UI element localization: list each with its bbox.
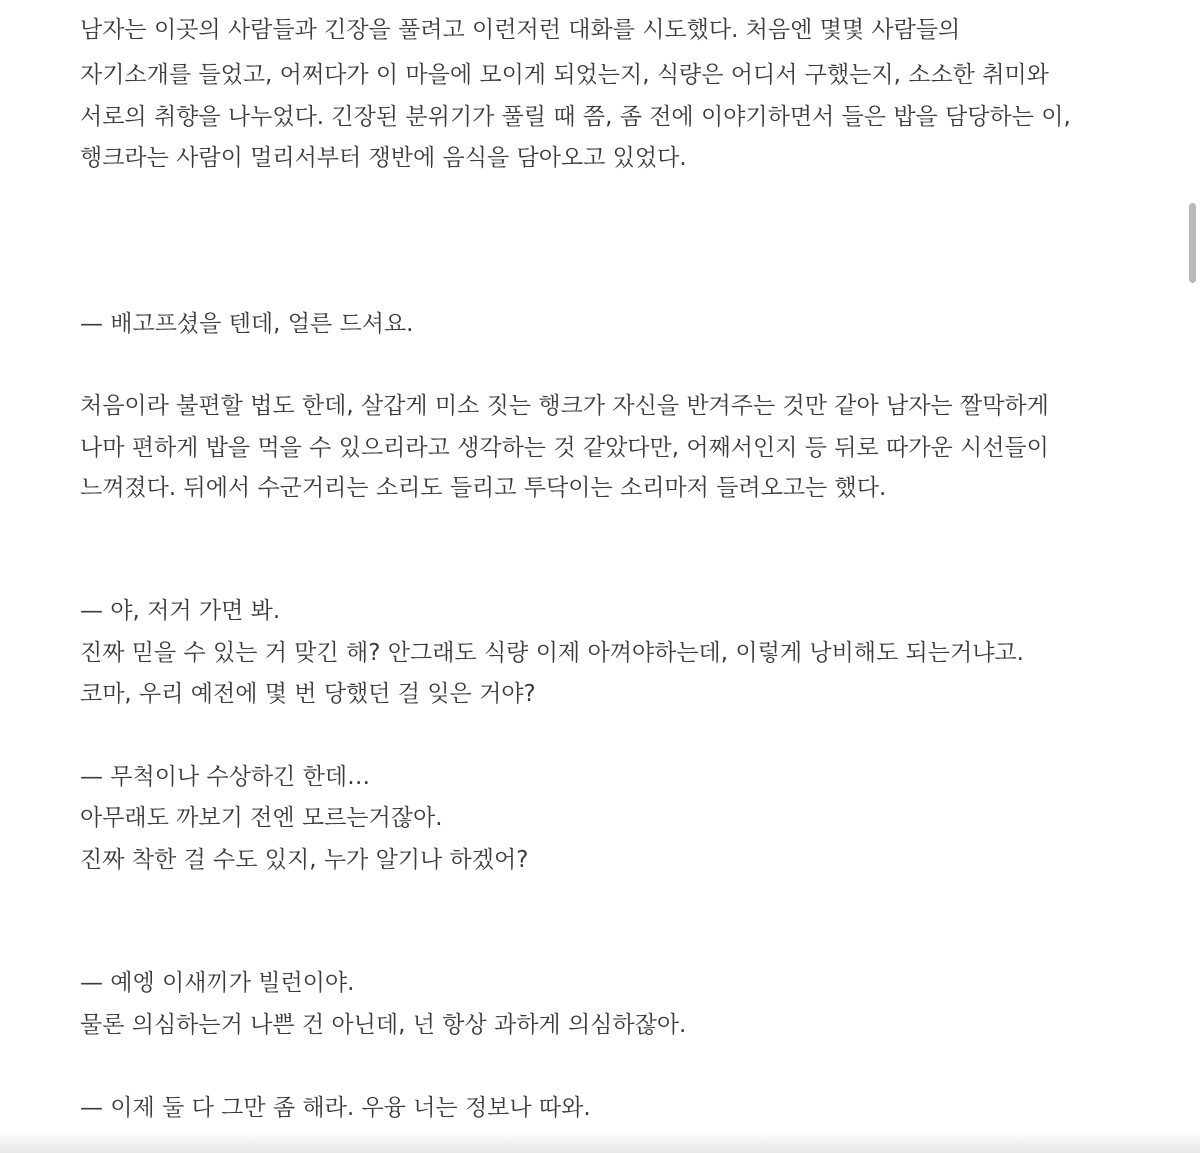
paragraph-line: 서로의 취향을 나누었다. 긴장된 분위기가 풀릴 때 쯤, 좀 전에 이야기하면서 들은 밥을 담당하는 이,	[80, 104, 1071, 130]
paragraph-line: 행크라는 사람이 멀리서부터 쟁반에 음식을 담아오고 있었다.	[80, 145, 687, 171]
dialogue-line: 진짜 믿을 수 있는 거 맞긴 해? 안그래도 식량 이제 아껴야하는데, 이렇게 낭비해도 되는거냐고.	[80, 640, 1024, 666]
paragraph-line: 남자는 이곳의 사람들과 긴장을 풀려고 이런저런 대화를 시도했다. 처음엔 몇몇 사람들의	[80, 17, 961, 43]
dialogue-line: — 무척이나 수상하긴 한데…	[80, 764, 371, 790]
vertical-scrollbar[interactable]	[1186, 0, 1200, 1153]
dialogue-line: 물론 의심하는거 나쁜 건 아닌데, 넌 항상 과하게 의심하잖아.	[80, 1012, 687, 1038]
paragraph-line: 느껴졌다. 뒤에서 수군거리는 소리도 들리고 투닥이는 소리마저 들려오고는 했다.	[80, 475, 887, 501]
paragraph-line: 자기소개를 들었고, 어쩌다가 이 마을에 모이게 되었는지, 식량은 어디서 구했는지, 소소한 취미와	[80, 62, 1049, 88]
dialogue-line: — 예엥 이새끼가 빌런이야.	[80, 970, 355, 996]
paragraph-line: 나마 편하게 밥을 먹을 수 있으리라고 생각하는 것 같았다만, 어째서인지 등 뒤로 따가운 시선들이	[80, 435, 1049, 461]
dialogue-line: 진짜 착한 걸 수도 있지, 누가 알기나 하겠어?	[80, 847, 529, 873]
bottom-fade	[0, 1131, 1200, 1153]
dialogue-line: — 이제 둘 다 그만 좀 해라. 우융 너는 정보나 따와.	[80, 1095, 591, 1121]
dialogue-line: 코마, 우리 예전에 몇 번 당했던 걸 잊은 거야?	[80, 681, 536, 707]
scrollbar-thumb[interactable]	[1189, 203, 1196, 283]
dialogue-line: 아무래도 까보기 전엔 모르는거잖아.	[80, 805, 443, 831]
dialogue-line: — 야, 저거 가면 봐.	[80, 598, 281, 624]
paragraph-line: 처음이라 불편할 법도 한데, 살갑게 미소 짓는 행크가 자신을 반겨주는 것만 같아 남자는 짤막하게	[80, 393, 1049, 419]
dialogue-line: — 배고프셨을 텐데, 얼른 드셔요.	[80, 311, 414, 337]
